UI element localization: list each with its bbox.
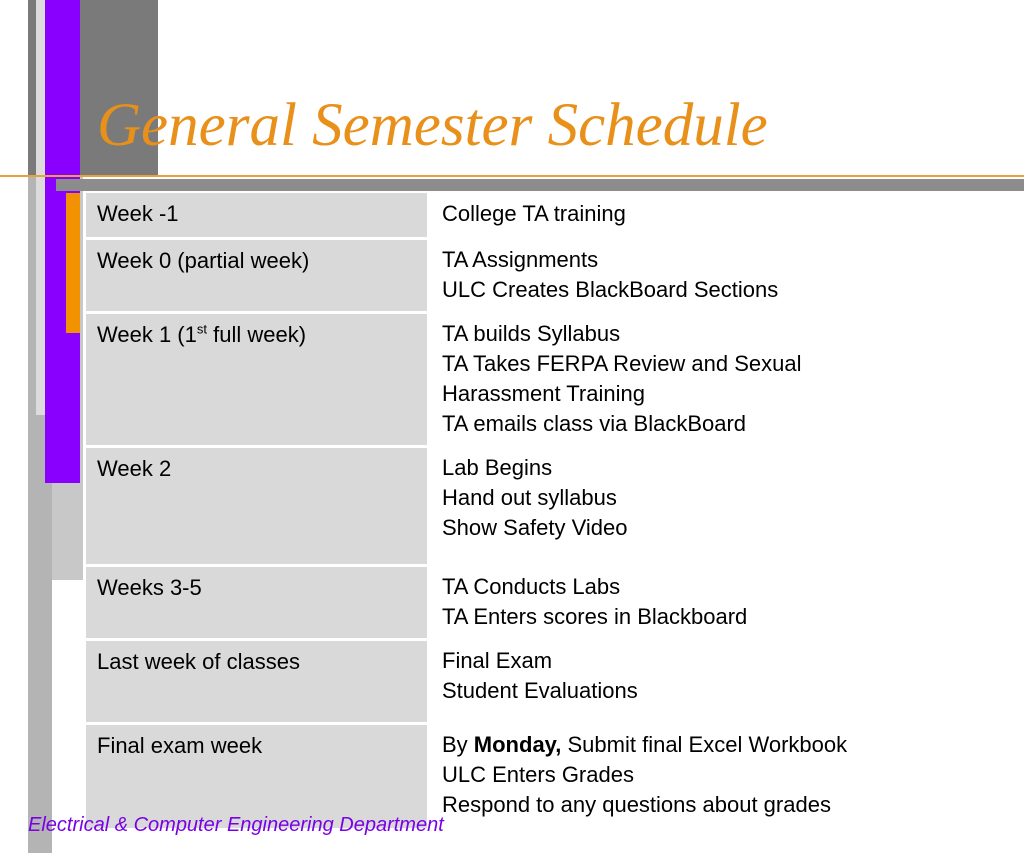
decor-bar-orange (66, 193, 80, 333)
task-text-suffix: Submit final Excel Workbook (561, 731, 848, 757)
week-cell: Week 0 (partial week) (86, 239, 429, 313)
decor-bar-light-strip (36, 0, 45, 415)
schedule-table (86, 193, 1016, 828)
task-line: Student Evaluations (442, 677, 638, 703)
task-line: Final Exam (442, 647, 553, 673)
task-text-prefix: By (442, 731, 474, 757)
table-row (86, 193, 1016, 239)
task-line: TA Conducts Labs (442, 573, 621, 599)
task-line: Hand out syllabus (442, 484, 617, 510)
table-row (86, 239, 1016, 313)
tasks-cell (429, 239, 1017, 313)
week-label-prefix: Week 1 (1 (97, 322, 197, 347)
week-cell: Weeks 3-5 (86, 566, 429, 640)
week-label-suffix: full week) (206, 322, 307, 347)
task-line: ULC Creates BlackBoard Sections (442, 276, 779, 302)
task-line (442, 730, 1006, 760)
tasks-cell (429, 724, 1017, 828)
task-line: TA builds Syllabus (442, 320, 621, 346)
table-row (86, 313, 1016, 447)
table-row (86, 566, 1016, 640)
table-row (86, 724, 1016, 828)
week-cell: Week -1 (86, 193, 429, 239)
task-line: TA Takes FERPA Review and Sexual (442, 350, 802, 376)
task-line: Show Safety Video (442, 514, 628, 540)
decor-rule-gray (56, 179, 1024, 191)
table-row (86, 640, 1016, 724)
week-cell (86, 313, 429, 447)
week-label-superscript: st (196, 321, 207, 337)
week-cell: Last week of classes (86, 640, 429, 724)
week-cell: Week 2 (86, 447, 429, 566)
task-line: ULC Enters Grades (442, 761, 634, 787)
task-line: Respond to any questions about grades (442, 791, 831, 817)
table-row (86, 447, 1016, 566)
task-line: TA Assignments (442, 246, 599, 272)
footer-department: Electrical & Computer Engineering Department (28, 814, 444, 836)
tasks-cell (429, 566, 1017, 640)
task-line: Lab Begins (442, 454, 553, 480)
tasks-cell (429, 447, 1017, 566)
task-line: TA emails class via BlackBoard (442, 410, 747, 436)
tasks-cell (429, 313, 1017, 447)
task-text-bold: Monday, (473, 731, 562, 757)
slide-title: General Semester Schedule (97, 92, 768, 159)
task-line: College TA training (442, 201, 626, 226)
tasks-cell (429, 193, 1017, 239)
task-line: Harassment Training (442, 380, 645, 406)
week-cell: Final exam week (86, 724, 429, 828)
task-line: TA Enters scores in Blackboard (442, 603, 748, 629)
decor-rule-orange (0, 175, 1024, 177)
tasks-cell (429, 640, 1017, 724)
